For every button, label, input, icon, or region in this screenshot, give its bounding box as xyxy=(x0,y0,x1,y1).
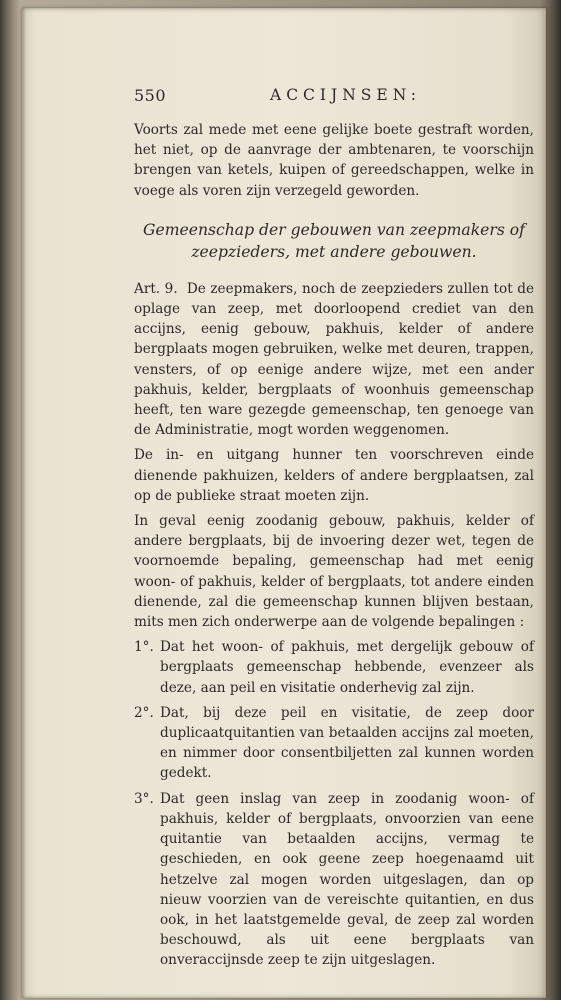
body-text xyxy=(134,120,534,971)
provision-marker: 3°. xyxy=(134,790,154,807)
provision-item xyxy=(134,637,534,698)
provision-marker: 1°. xyxy=(134,639,154,656)
provision-text: Dat geen inslag van zeep in zoodanig woon- of pakhuis, kelder of bergplaats, onvoorzien van eene quitantie van betaalden accijns, vermag te geschieden, en ook geene zeep hoegenaamd uit hetzelve zal mogen worden uitgeslagen, dan op nieuw voorzien van de vereischte quitantien, en dus ook, in het laatstgemelde geval, de zeep zal worden beschouwd, als uit eene bergplaats van onveraccijnsde zeep te zijn uitgeslagen. xyxy=(160,790,534,969)
provision-item xyxy=(134,703,534,784)
section-heading: Gemeenschap der gebouwen van zeepmakers of zeepzieders, met andere gebouwen. xyxy=(143,220,525,261)
article-label: Art. 9. xyxy=(134,280,178,297)
provision-text: Dat het woon- of pakhuis, met dergelijk gebouw of bergplaats gemeenschap hebbende, evenzeer als deze, aan peil en visitatie onderhevig zal zijn. xyxy=(160,639,534,696)
paragraph-existing-buildings: In geval eenig zoodanig gebouw, pakhuis, kelder of andere bergplaats, bij de invoering dezer wet, tegen de voornoemde bepaling, gemeenschap had met eenig woon- of pakhuis, kelder of bergplaats, tot andere einden dienende, zal die gemeenschap kunnen blijven bestaan, mits men zich onderwerpe aan de volgende bepalingen : xyxy=(134,513,534,631)
page-content xyxy=(134,86,534,976)
paragraph-entrance: De in- en uitgang hunner ten voorschreven einde dienende pakhuizen, kelders of andere bergplaatsen, zal op de publieke straat moeten zijn. xyxy=(134,447,534,504)
provision-marker: 2°. xyxy=(134,704,154,721)
book-page xyxy=(22,8,546,998)
article-text: De zeepmakers, noch de zeepzieders zullen tot de oplage van zeep, met doorloopend crediet van den accijns, eenig gebouw, pakhuis, kelder of andere bergplaats mogen gebruiken, welke met deuren, trappen, vensters, of op eenige andere wijze, met een ander pakhuis, kelder, bergplaats of woonhuis gemeenschap heeft, ten ware gezegde gemeenschap, ten genoege van de Administratie, mogt worden weggenomen. xyxy=(134,280,534,439)
provision-item xyxy=(134,789,534,971)
provision-text: Dat, bij deze peil en visitatie, de zeep door duplicaatquitantien van betaalden accijns zal moeten, en nimmer door consentbiljetten zal kunnen worden gedekt. xyxy=(160,704,534,782)
article-paragraph xyxy=(134,279,534,441)
intro-paragraph: Voorts zal mede met eene gelijke boete gestraft worden, het niet, op de aanvrage der ambtenaren, te voorschijn brengen van ketels, kuipen of gereedschappen, welke in voege als voren zijn verzegeld geworden. xyxy=(134,122,534,199)
provisions-list xyxy=(134,637,534,970)
page-header xyxy=(134,86,534,112)
running-head: ACCIJNSEN: xyxy=(270,86,421,104)
page-number: 550 xyxy=(134,86,167,105)
